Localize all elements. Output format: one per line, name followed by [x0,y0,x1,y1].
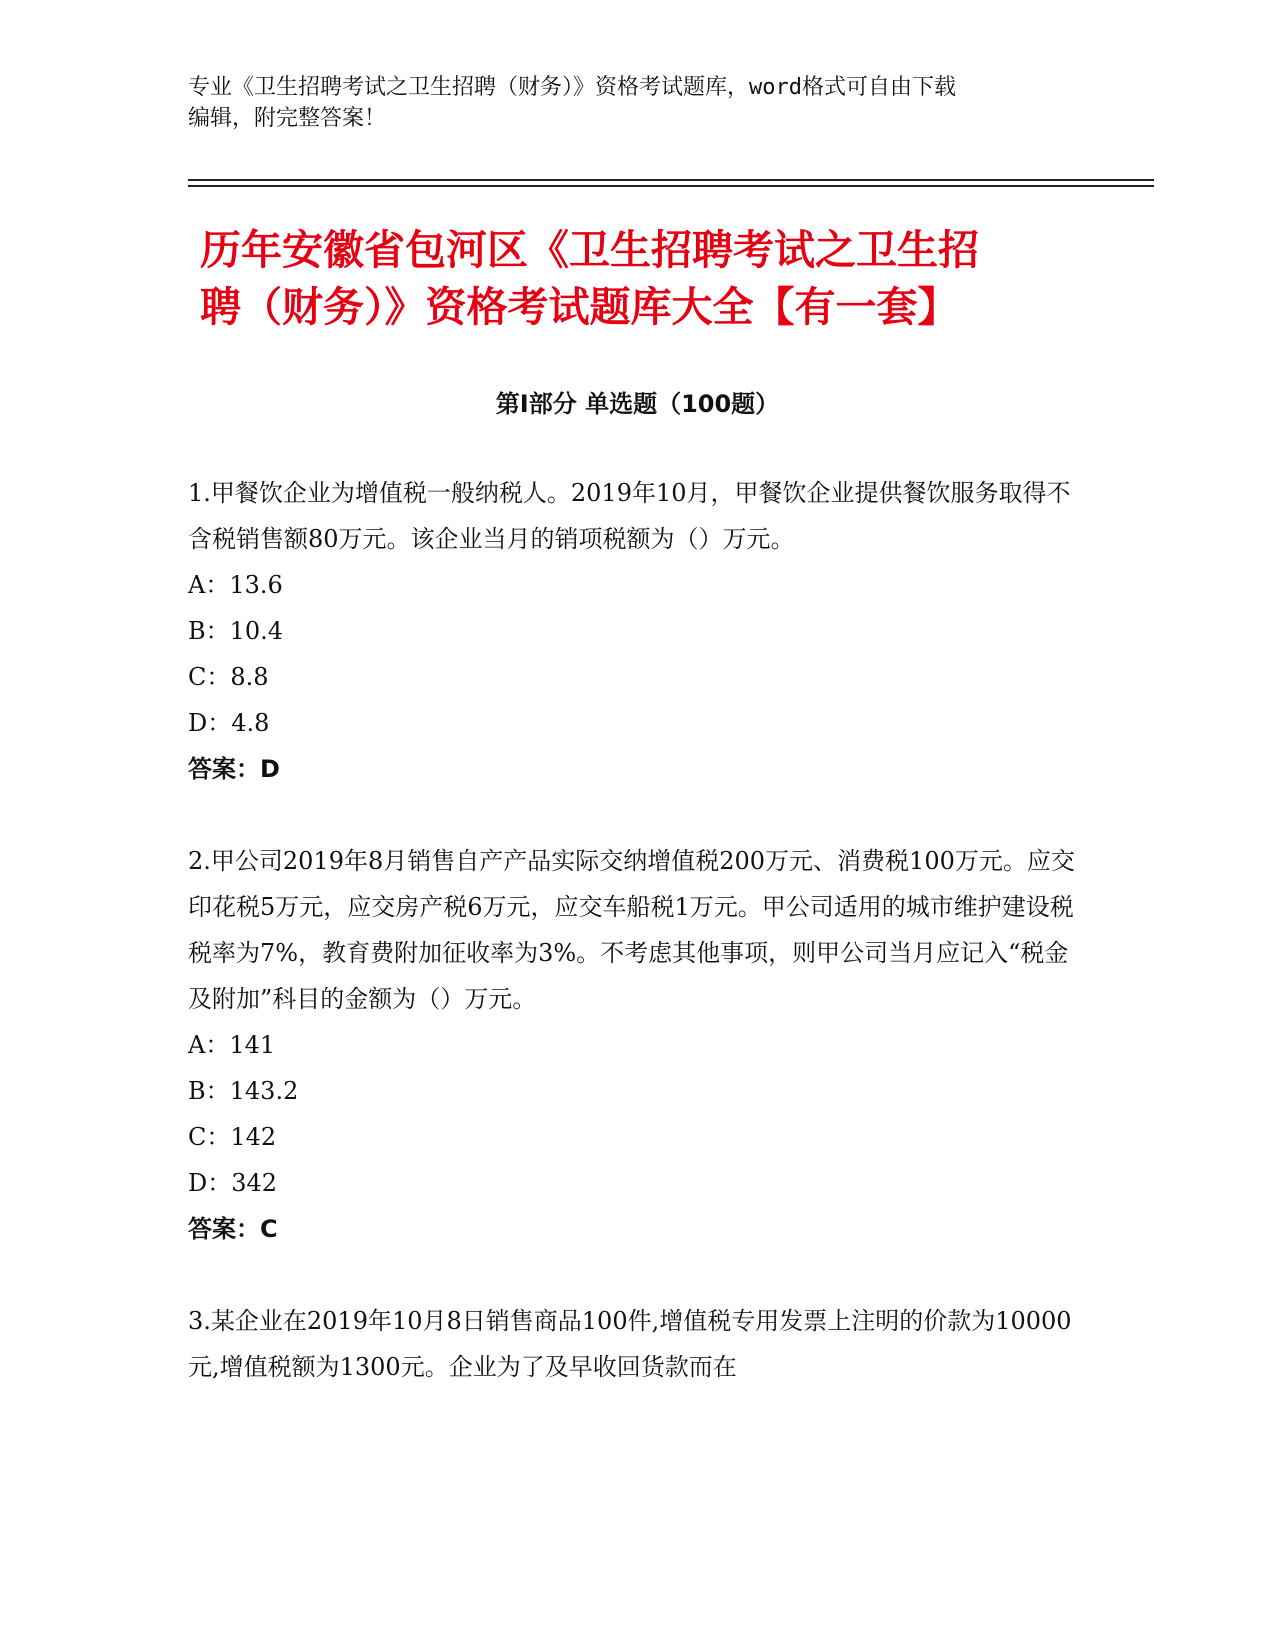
section-heading: 第Ⅰ部分 单选题（100题） [495,390,780,418]
option-d: D：342 [188,1169,278,1197]
option-b: B：10.4 [188,617,284,645]
header-line-1: 专业《卫生招聘考试之卫生招聘（财务）》资格考试题库，word格式可自由下载 [188,75,956,100]
option-a: A：141 [188,1031,276,1059]
question-stem: 1.甲餐饮企业为增值税一般纳税人。2019年10月，甲餐饮企业提供餐饮服务取得不含税销售额80万元。该企业当月的销项税额为（）万元。 [188,479,1071,553]
answer: 答案：D [188,755,280,783]
option-d: D：4.8 [188,709,270,737]
question-list [188,470,1088,1436]
option-c: C：142 [188,1123,277,1151]
title-line-1: 历年安徽省包河区《卫生招聘考试之卫生招 [200,226,979,274]
header-divider-bottom [188,185,1154,187]
question-2 [188,838,1088,1252]
question-3 [188,1298,1088,1390]
title-line-2: 聘（财务）》资格考试题库大全【有一套】 [200,283,959,331]
question-stem: 2.甲公司2019年8月销售自产产品实际交纳增值税200万元、消费税100万元。应交印花税5万元，应交房产税6万元，应交车船税1万元。甲公司适用的城市维护建设税税率为7%，教育费附加征收率为3%。不考虑其他事项，则甲公司当月应记入“税金及附加”科目的金额为（）万元。 [188,847,1075,1013]
document-header [188,72,1088,134]
document-title [200,222,1100,336]
question-stem: 3.某企业在2019年10月8日销售商品100件,增值税专用发票上注明的价款为10000元,增值税额为1300元。企业为了及早收回货款而在 [188,1307,1072,1381]
option-a: A：13.6 [188,571,283,599]
header-line-2: 编辑，附完整答案！ [188,106,387,131]
option-b: B：143.2 [188,1077,299,1105]
question-1 [188,470,1088,792]
answer: 答案：C [188,1215,278,1243]
header-divider-top [188,179,1154,181]
option-c: C：8.8 [188,663,269,691]
